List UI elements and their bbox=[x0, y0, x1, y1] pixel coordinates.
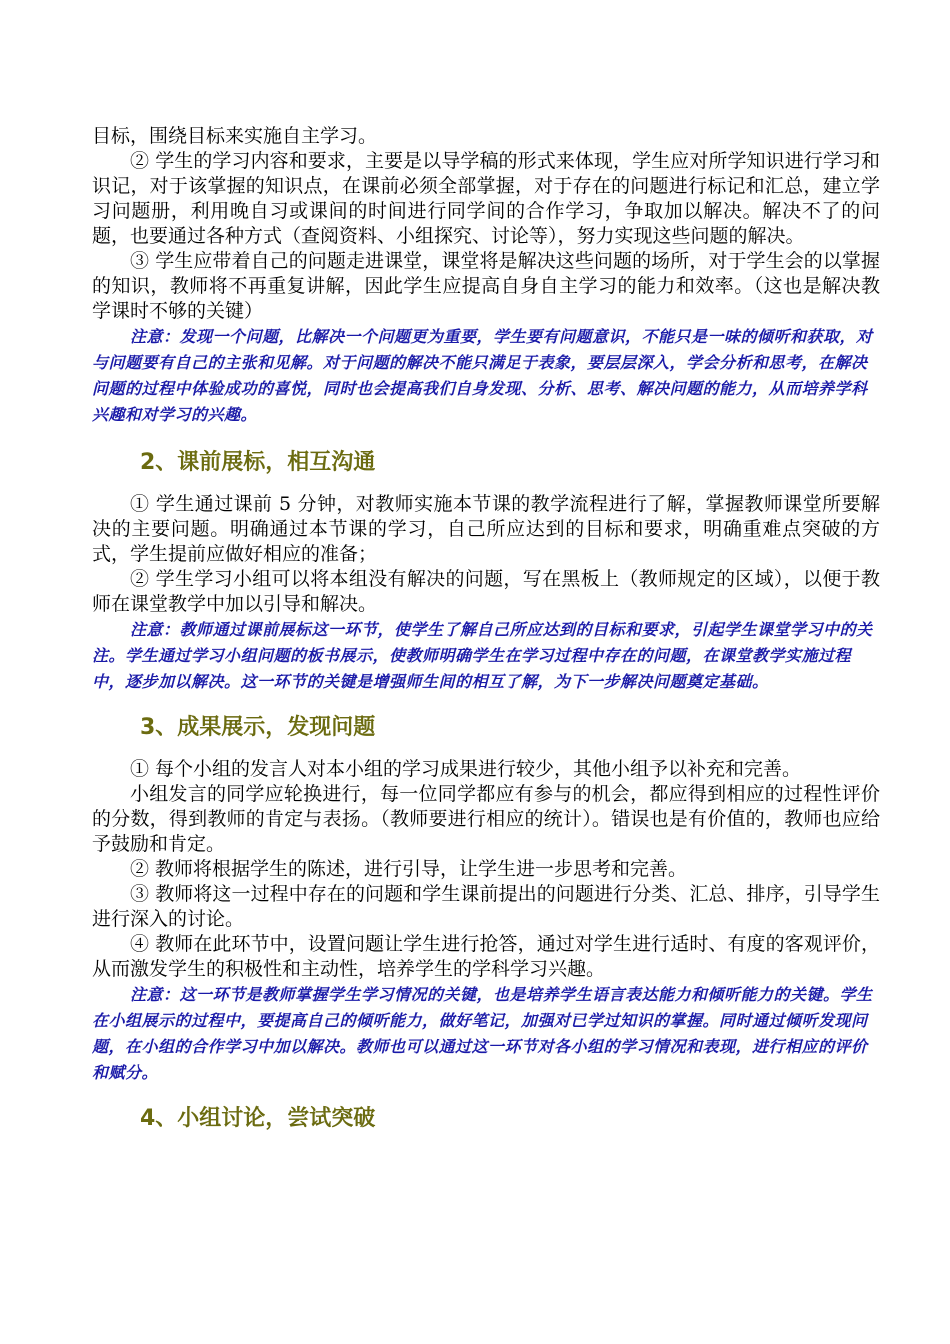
paragraph-item-1: ① 学生通过课前 5 分钟，对教师实施本节课的教学流程进行了解，掌握教师课堂所要解决的主要问题。明确通过本节课的学习，自己所应达到的目标和要求，明确重难点突破的方式，学生提前应做好相应的准备； bbox=[92, 493, 880, 565]
paragraph-item-2: ② 学生的学习内容和要求，主要是以导学稿的形式来体现，学生应对所学知识进行学习和识记，对于该掌握的知识点，在课前必须全部掌握，对于存在的问题进行标记和汇总，建立学习问题册，利用晚自习或课间的时间进行同学间的合作学习，争取加以解决。解决不了的问题，也要通过各种方式（查阅资料、小组探究、讨论等），努力实现这些问题的解决。 bbox=[92, 150, 880, 247]
section-heading-3: 3、成果展示，发现问题 bbox=[140, 715, 376, 740]
paragraph-item-1: ① 每个小组的发言人对本小组的学习成果进行较少，其他小组予以补充和完善。 bbox=[130, 758, 802, 780]
note-paragraph: 注意：这一环节是教师掌握学生学习情况的关键，也是培养学生语言表达能力和倾听能力的关键。学生在小组展示的过程中，要提高自己的倾听能力，做好笔记，加强对已学过知识的掌握。同时通过倾听发现问题，在小组的合作学习中加以解决。教师也可以通过这一环节对各小组的学习情况和表现，进行相应的评价和赋分。 bbox=[92, 985, 873, 1082]
note-paragraph: 注意：发现一个问题，比解决一个问题更为重要，学生要有问题意识，不能只是一味的倾听和获取，对与问题要有自己的主张和见解。对于问题的解决不能只满足于表象，要层层深入，学会分析和思考，在解决问题的过程中体验成功的喜悦，同时也会提高我们自身发现、分析、思考、解决问题的能力，从而培养学科兴趣和对学习的兴趣。 bbox=[92, 327, 873, 424]
paragraph-item-2: ② 学生学习小组可以将本组没有解决的问题，写在黑板上（教师规定的区域），以便于教师在课堂教学中加以引导和解决。 bbox=[92, 568, 880, 615]
paragraph-item-4: ④ 教师在此环节中，设置问题让学生进行抢答，通过对学生进行适时、有度的客观评价，从而激发学生的积极性和主动性，培养学生的学科学习兴趣。 bbox=[92, 933, 880, 980]
paragraph-item-3: ③ 学生应带着自己的问题走进课堂，课堂将是解决这些问题的场所，对于学生会的以掌握的知识，教师将不再重复讲解，因此学生应提高自身自主学习的能力和效率。（这也是解决教学课时不够的关键） bbox=[92, 250, 880, 322]
paragraph-continuation: 目标，围绕目标来实施自主学习。 bbox=[92, 125, 378, 147]
paragraph-item-3: ③ 教师将这一过程中存在的问题和学生课前提出的问题进行分类、汇总、排序，引导学生进行深入的讨论。 bbox=[92, 883, 880, 930]
paragraph-item-2: ② 教师将根据学生的陈述，进行引导，让学生进一步思考和完善。 bbox=[130, 858, 688, 880]
section-heading-2: 2、课前展标，相互沟通 bbox=[140, 450, 376, 475]
section-heading-4: 4、小组讨论，尝试突破 bbox=[140, 1106, 376, 1131]
note-paragraph: 注意：教师通过课前展标这一环节，使学生了解自己所应达到的目标和要求，引起学生课堂学习中的关注。学生通过学习小组问题的板书展示，使教师明确学生在学习过程中存在的问题，在课堂教学实施过程中，逐步加以解决。这一环节的关键是增强师生间的相互了解，为下一步解决问题奠定基础。 bbox=[92, 620, 873, 691]
paragraph-plain: 小组发言的同学应轮换进行，每一位同学都应有参与的机会，都应得到相应的过程性评价的分数，得到教师的肯定与表扬。（教师要进行相应的统计）。错误也是有价值的，教师也应给予鼓励和肯定。 bbox=[92, 783, 880, 855]
